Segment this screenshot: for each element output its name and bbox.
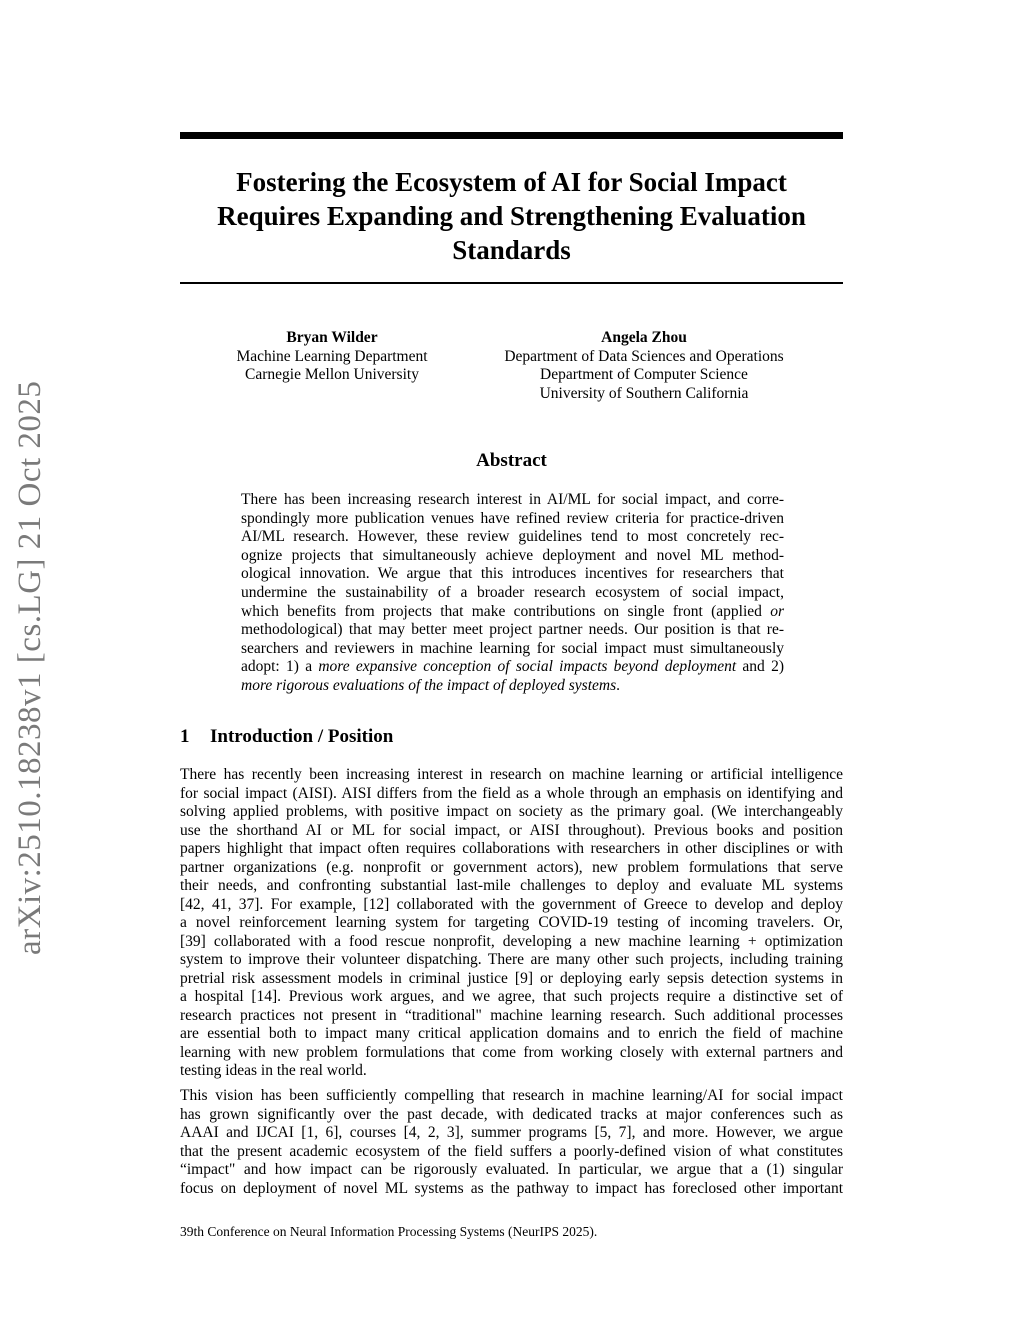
body-line: for social impact (AISI). AISI differs from the field as a whole through an emphasis on identifying and [180, 784, 843, 802]
section-heading [180, 726, 393, 748]
abstract-italic-or: or [770, 602, 785, 620]
author-block-1 [212, 329, 452, 385]
abstract-line: ological innovation. We argue that this introduces incentives for researchers that [241, 565, 784, 583]
body-line: papers highlight that impact often requires collaborations with researchers in other disciplines or with [180, 840, 843, 857]
body-line: solving applied problems, with positive impact on society as the primary goal. (We interchangeably [180, 803, 843, 820]
abstract-body [241, 491, 784, 696]
body-line: their needs, and confronting substantial last-mile challenges to deploy and evaluate ML systems [180, 877, 843, 894]
author-affiliation: Department of Computer Science [540, 366, 748, 383]
body-line: [39] collaborated with a food rescue nonprofit, developing a new machine learning + optimization [180, 932, 843, 950]
abstract-line [241, 603, 784, 622]
body-line: There has recently been increasing interest in research on machine learning or artificial intelligence [180, 766, 843, 783]
abstract-text: adopt: 1) a [241, 658, 313, 676]
title-line: Requires Expanding and Strengthening Evaluation [217, 201, 806, 231]
author-affiliation: Machine Learning Department [236, 347, 428, 365]
abstract-line [241, 658, 784, 677]
abstract-line: undermine the sustainability of a broader research ecosystem of social impact, [241, 583, 784, 601]
abstract-line: ognize projects that simultaneously achieve deployment and novel ML method- [241, 546, 784, 564]
body-line: This vision has been sufficiently compelling that research in machine learning/AI for social impact [180, 1087, 843, 1104]
abstract-heading: Abstract [476, 450, 547, 471]
author-affiliation: Department of Data Sciences and Operations [504, 347, 784, 365]
body-line: partner organizations (e.g. nonprofit or government actors), new problem formulations that serve [180, 858, 843, 876]
title-line: Fostering the Ecosystem of AI for Social Impact [236, 167, 787, 197]
paper-title [180, 165, 843, 267]
abstract-italic-phrase: more rigorous evaluations of the impact of deployed systems [241, 676, 617, 694]
section-number: 1 [180, 726, 190, 747]
title-line: Standards [452, 235, 571, 265]
body-line: a hospital [14]. Previous work argues, and we agree, that such projects require a distinctive set of [180, 988, 843, 1005]
title-top-rule [180, 132, 843, 139]
body-line: pretrial risk assessment models in criminal justice [9] or deploying early sepsis detection systems in [180, 969, 843, 987]
author-name: Angela Zhou [601, 329, 687, 346]
body-line: has grown significantly over the past decade, with dedicated tracks at major conferences such as [180, 1105, 843, 1123]
author-block-2 [480, 329, 808, 403]
body-line: research practices not present in “traditional" machine learning research. Such additional processes [180, 1006, 843, 1024]
abstract-italic-phrase: more expansive conception of social impacts beyond deployment [318, 658, 737, 676]
body-line: focus on deployment of novel ML systems as the pathway to impact has foreclosed other important [180, 1179, 843, 1197]
abstract-text: . [616, 676, 620, 694]
body-line: that the present academic ecosystem of the field suffers a poorly-defined vision of what constitutes [180, 1142, 843, 1160]
body-line: are essential both to impact many critical application domains and to enrich the field of machine [180, 1025, 843, 1042]
abstract-line: There has been increasing research interest in AI/ML for social impact, and corre- [241, 491, 784, 508]
abstract-line: methodological) that may better meet project partner needs. Our position is that re- [241, 621, 784, 639]
author-affiliation: Carnegie Mellon University [245, 366, 419, 383]
body-line: learning with new problem formulations that come from working closely with external partners and [180, 1043, 843, 1061]
author-name: Bryan Wilder [286, 329, 378, 346]
body-line: use the shorthand AI or ML for social impact, or AISI throughout). Previous books and position [180, 821, 843, 839]
abstract-line [241, 677, 784, 696]
author-affiliation: University of Southern California [539, 384, 749, 402]
body-line: [42, 41, 37]. For example, [12] collaborated with the government of Greece to develop and deploy [180, 895, 843, 913]
abstract-line: searchers and reviewers in machine learning for social impact must simultaneously [241, 639, 784, 657]
conference-footnote: 39th Conference on Neural Information Processing Systems (NeurIPS 2025). [180, 1224, 598, 1239]
body-line: testing ideas in the real world. [180, 1062, 367, 1079]
title-bottom-rule [180, 282, 843, 284]
section-title: Introduction / Position [210, 726, 394, 747]
body-paragraph-1 [180, 766, 843, 1081]
abstract-line: AI/ML research. However, these review guidelines tend to most concretely rec- [241, 528, 784, 546]
body-line: system to improve their volunteer dispatching. There are many other such projects, including training [180, 951, 843, 968]
abstract-text: which benefits from projects that make contributions on single front (applied [241, 602, 762, 620]
body-line: a novel reinforcement learning system for targeting COVID-19 testing of incoming travelers. Or, [180, 914, 843, 931]
arxiv-identifier: arXiv:2510.18238v1 [cs.LG] 21 Oct 2025 [12, 380, 48, 955]
body-paragraph-2 [180, 1087, 843, 1198]
abstract-text: and 2) [736, 658, 784, 676]
body-line: AAAI and IJCAI [1, 6], courses [4, 2, 3], summer programs [5, 7], and more. However, we argue [180, 1124, 843, 1141]
abstract-line: spondingly more publication venues have refined review criteria for practice-driven [241, 509, 784, 527]
body-line: “impact" and how impact can be rigorously evaluated. In particular, we argue that a (1) singular [180, 1161, 843, 1178]
